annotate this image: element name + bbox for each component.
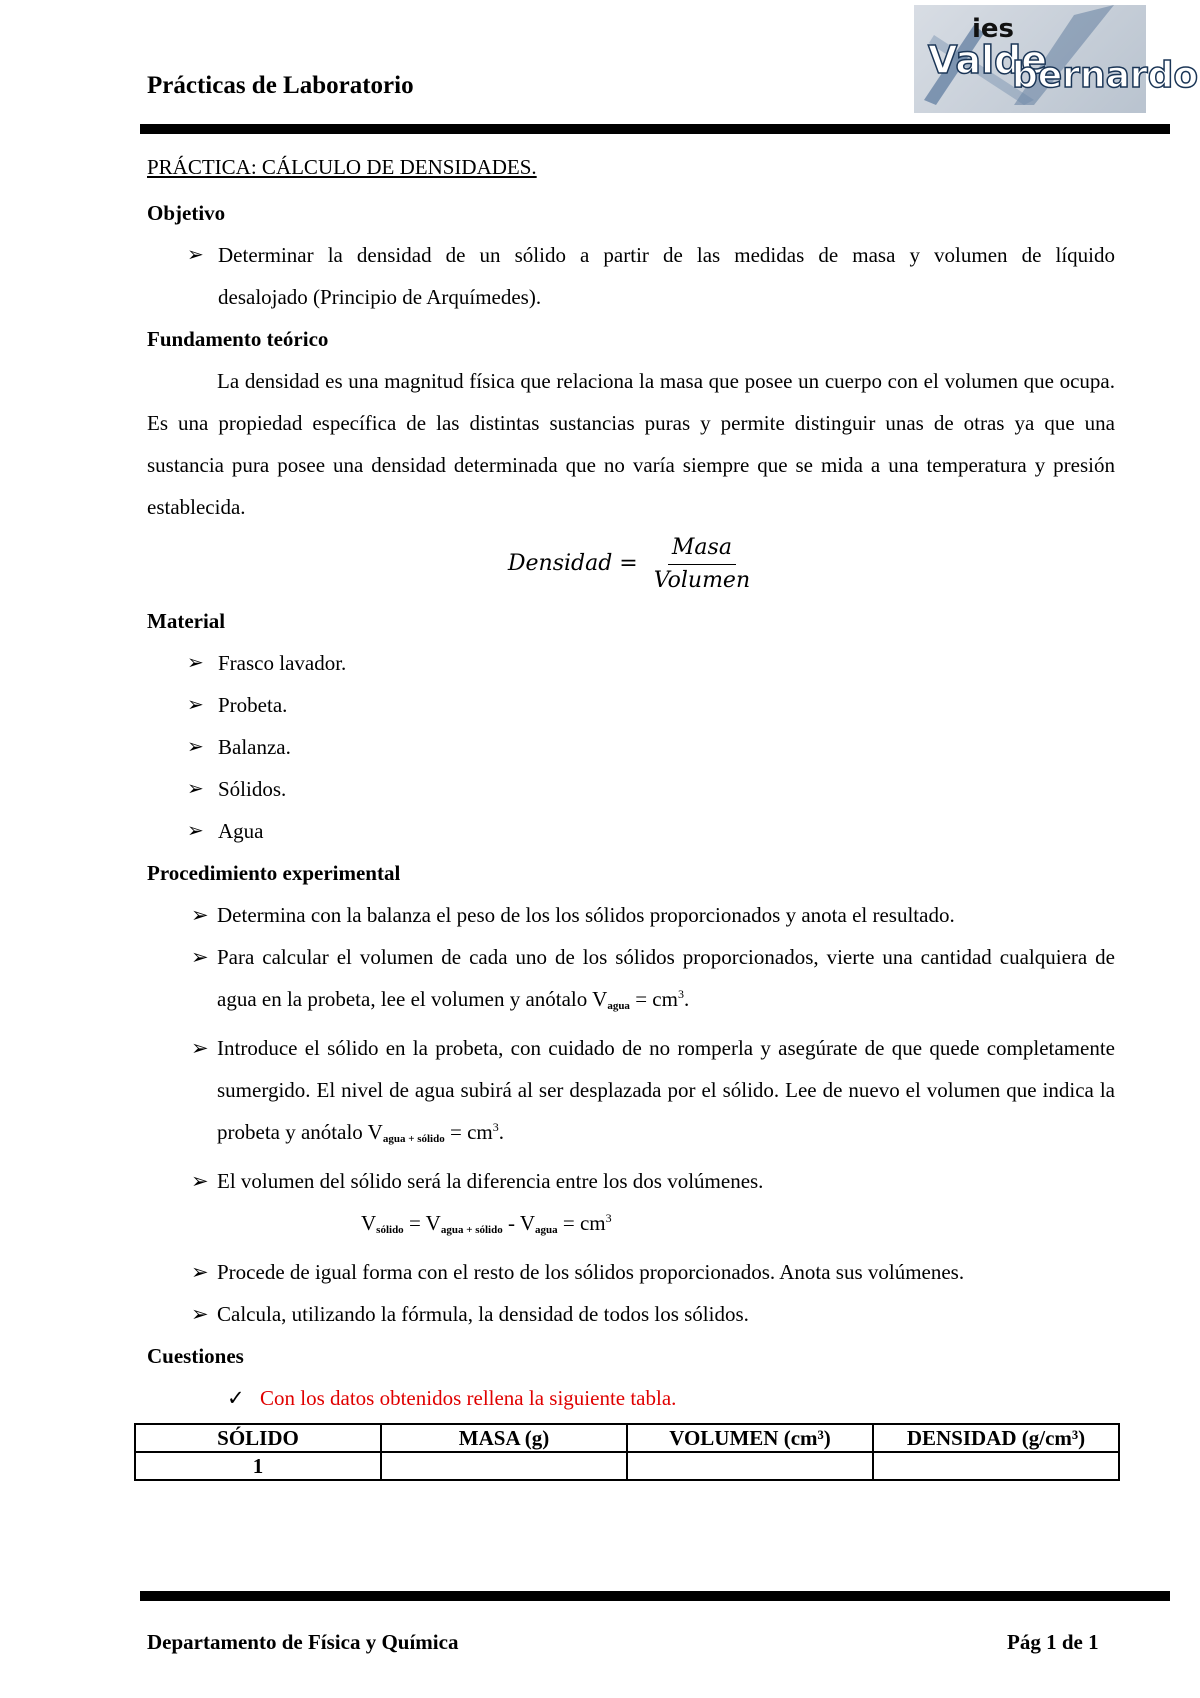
arrow-bullet-icon: ➢ [187,652,204,674]
table-header-row [135,1424,1119,1452]
table-cell[interactable] [873,1452,1119,1480]
table-cell[interactable]: 1 [135,1452,381,1480]
arrow-bullet-icon: ➢ [191,1169,209,1193]
logo-ies-text: ies [972,14,1015,44]
checkmark-icon: ✓ [227,1386,245,1410]
material-item [147,642,1115,684]
objetivo-item-line2: desalojado (Principio de Arquímedes). [218,285,542,309]
formula-lhs: Densidad = [507,551,638,576]
formula-fraction [650,532,754,597]
header-rule [140,124,1170,134]
procedure-step-text: Determina con la balanza el peso de los los sólidos proporcionados y anota el resultado. [217,903,955,927]
material-item [147,684,1115,726]
results-table [134,1423,1120,1481]
practica-title: PRÁCTICA: CÁLCULO DE DENSIDADES. [147,155,537,179]
fundamento-heading: Fundamento teórico [147,327,329,351]
procedure-step-text: Para calcular el volumen de cada uno de los sólidos proporcionados, vierte una cantidad cualquiera de agua en la probeta, lee el volumen y anótalo $V_{agua} = cm^3$. [217,945,1115,1012]
material-item-label: Frasco lavador. [218,651,347,675]
arrow-bullet-icon: ➢ [187,736,204,758]
table-cell[interactable] [381,1452,627,1480]
cuestiones-heading: Cuestiones [147,1344,244,1368]
objetivo-item-line1 [147,234,1115,276]
procedure-step [147,936,1115,1027]
formula-denominator: Volumen [653,567,751,593]
density-formula [147,528,1115,600]
footer-page-number: Pág 1 de 1 [1007,1630,1099,1654]
fundamento-text: La densidad es una magnitud física que relaciona la masa que posee un cuerpo con el volumen que ocupa. Es una propiedad específica de las distintas sustancias puras y permite distinguir unas de otras ya que una sustancia pura posee una densidad determinada que no varía siempre que se mida a una temperatura y presión establecida. [147,369,1115,519]
arrow-bullet-icon: ➢ [191,903,209,927]
material-item-label: Balanza. [218,735,291,759]
arrow-bullet-icon: ➢ [187,778,204,800]
fundamento-paragraph [147,360,1115,528]
material-heading: Material [147,609,226,633]
arrow-bullet-icon: ➢ [187,244,204,266]
arrow-bullet-icon: ➢ [191,1260,209,1284]
procedure-step [147,894,1115,936]
arrow-bullet-icon: ➢ [191,1302,209,1326]
arrow-bullet-icon: ➢ [191,945,209,969]
procedure-step [147,1293,1115,1335]
header-title: Prácticas de Laboratorio [147,72,414,99]
arrow-bullet-icon: ➢ [187,694,204,716]
school-logo [914,5,1199,113]
objetivo-item-text1: Determinar la densidad de un sólido a partir de las medidas de masa y volumen de líquido [218,243,1115,267]
procedure-step-text: Procede de igual forma con el resto de los sólidos proporcionados. Anota sus volúmenes. [217,1260,965,1284]
procedimiento-heading: Procedimiento experimental [147,861,401,885]
procedure-step-text: Introduce el sólido en la probeta, con cuidado de no romperla y asegúrate de que quede completamente sumergido. El nivel de agua subirá al ser desplazada por el sólido. Lee de nuevo el volumen que indica la probeta y anótalo $V_{agua + sólido} = cm^3$. [217,1036,1115,1145]
formula-numerator: Masa [668,532,736,565]
footer-rule [140,1591,1170,1601]
procedure-step [147,1027,1115,1160]
material-item [147,726,1115,768]
footer-department: Departamento de Física y Química [147,1630,459,1654]
table-header-cell: SÓLIDO [135,1424,381,1452]
arrow-bullet-icon: ➢ [187,820,204,842]
table-header-cell: VOLUMEN (cm³) [627,1424,873,1452]
procedure-step-text: El volumen del sólido será la diferencia entre los dos volúmenes. [217,1169,764,1193]
material-item-label: Sólidos. [218,777,287,801]
logo-bernardo-text: bernardo [1012,55,1199,96]
procedure-step [147,1251,1115,1293]
material-item-label: Probeta. [218,693,288,717]
objetivo-heading: Objetivo [147,201,226,225]
table-header-cell: MASA (g) [381,1424,627,1452]
material-item-label: Agua [218,819,264,843]
logo-valde-text: Valde [928,38,1047,82]
table-header-cell: DENSIDAD (g/cm³) [873,1424,1119,1452]
cuestiones-item [147,1377,1115,1419]
table-row [135,1452,1119,1480]
procedure-step-text: Calcula, utilizando la fórmula, la densidad de todos los sólidos. [217,1302,749,1326]
procedure-step [147,1160,1115,1202]
table-cell[interactable] [627,1452,873,1480]
arrow-bullet-icon: ➢ [191,1036,209,1060]
material-item [147,810,1115,852]
material-item [147,768,1115,810]
document-body [147,146,1115,1419]
volume-equation: $V_{sólido} = V_{agua + sólido} - V_{agua} = cm^3$ [361,1211,612,1236]
cuestiones-item-text: Con los datos obtenidos rellena la siguiente tabla. [260,1386,677,1410]
